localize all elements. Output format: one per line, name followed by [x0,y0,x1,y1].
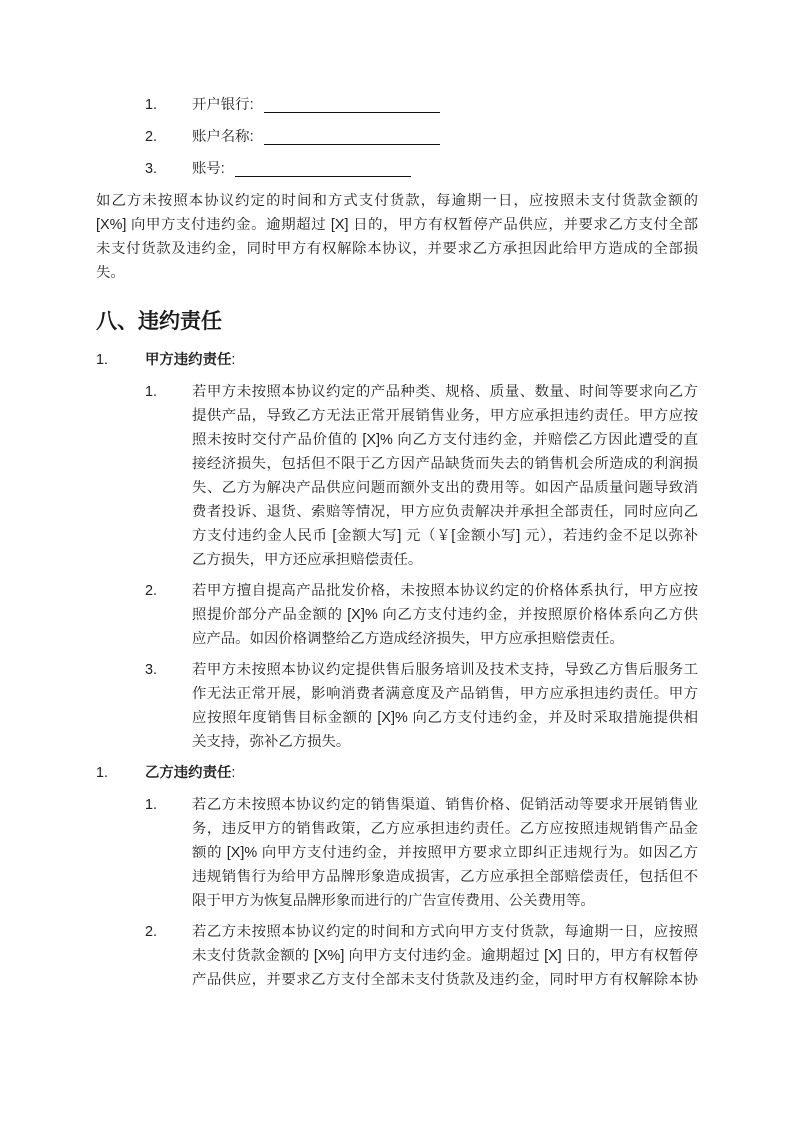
blank-fill-line [235,161,411,177]
text-line: 失、乙方为解决产品供应问题而额外支出的费用等。如因产品质量问题导致消 [192,480,698,496]
clause-number: 1. [96,765,109,781]
text-line: [X%] 向甲方支付违约金。逾期超过 [X] 日的，甲方有权暂停产品供应，并要求乙方支付全部 [96,217,698,233]
item-number: 2. [145,924,158,940]
item-number: 2. [145,583,158,599]
text-line: 费者投诉、退货、索赔等情况，甲方应负责解决并承担全部责任，同时应向乙 [192,504,698,520]
text-line: 方支付违约金人民币 [金额大写] 元（￥[金额小写] 元），若违约金不足以弥补 [192,528,698,544]
text-line: 额的 [X]% 向甲方支付违约金，并按照甲方要求立即纠正违规行为。如因乙方 [192,845,698,861]
payment-account-item [145,157,698,181]
clause-party-b-liability [96,761,698,992]
text-line: 失。 [96,265,125,281]
clause-header [96,761,698,785]
text-line: 违规销售行为给甲方品牌形象造成损害，乙方应承担全部赔偿责任，包括但不 [192,869,698,885]
clause-item [145,793,698,913]
clause-item [145,920,698,992]
section-heading: 八、违约责任 [96,310,222,333]
text-line: 务，违反甲方的销售政策，乙方应承担违约责任。乙方应按照违规销售产品金 [192,821,698,837]
text-line: 应产品。如因价格调整给乙方造成经济损失，甲方应承担赔偿责任。 [192,631,624,647]
text-line: 作无法正常开展，影响消费者满意度及产品销售，甲方应承担违约责任。甲方 [192,686,698,702]
list-number: 3. [145,161,158,177]
text-line: 照提价部分产品金额的 [X]% 向乙方支付违约金，并按照原价格体系向乙方供 [192,607,698,623]
item-number: 3. [145,662,158,678]
payment-account-item [145,125,698,149]
list-number: 2. [145,129,158,145]
overdue-payment-paragraph [96,189,698,285]
item-text [192,658,698,754]
clause-title: 甲方违约责任 [145,352,232,368]
item-text [192,579,698,651]
field-label-account-number: 账号: [192,161,225,177]
clause-item [145,380,698,572]
text-line: 乙方损失，甲方还应承担赔偿责任。 [192,552,423,568]
blank-fill-line [264,97,440,113]
item-text [192,793,698,913]
clause-party-a-liability [96,348,698,754]
clause-title-colon: : [231,765,236,781]
item-text [192,920,698,992]
clause-title: 乙方违约责任 [145,765,232,781]
payment-account-item [145,93,698,117]
clause-header [96,348,698,372]
text-line: 如乙方未按照本协议约定的时间和方式支付货款，每逾期一日，应按照未支付货款金额的 [96,193,698,209]
item-number: 1. [145,384,158,400]
text-line: 接经济损失，包括但不限于乙方因产品缺货而失去的销售机会所造成的利润损 [192,456,698,472]
document-body [96,93,698,992]
text-line: 未支付货款及违约金，同时甲方有权解除本协议，并要求乙方承担因此给甲方造成的全部损 [96,241,698,257]
text-line: 若甲方未按照本协议约定的产品种类、规格、质量、数量、时间等要求向乙方 [192,384,698,400]
field-label-account-name: 账户名称: [192,129,254,145]
text-line: 提供产品，导致乙方无法正常开展销售业务，甲方应承担违约责任。甲方应按 [192,408,698,424]
clause-item [145,658,698,754]
text-line: 若甲方未按照本协议约定提供售后服务培训及技术支持，导致乙方售后服务工 [192,662,698,678]
text-line: 照未按时交付产品价值的 [X]% 向乙方支付违约金，并赔偿乙方因此遭受的直 [192,432,698,448]
payment-account-list [96,93,698,181]
clause-title-colon: : [231,352,236,368]
field-label-bank-name: 开户银行: [192,97,254,113]
text-line: 限于甲方为恢复品牌形象而进行的广告宣传费用、公关费用等。 [192,893,595,909]
text-line: 应按照年度销售目标金额的 [X]% 向乙方支付违约金，并及时采取措施提供相 [192,710,698,726]
text-line: 未支付货款金额的 [X%] 向甲方支付违约金。逾期超过 [X] 日的，甲方有权暂停 [192,948,698,964]
item-number: 1. [145,797,158,813]
text-line: 若乙方未按照本协议约定的销售渠道、销售价格、促销活动等要求开展销售业 [192,797,698,813]
clause-item [145,579,698,651]
text-line: 关支持，弥补乙方损失。 [192,734,351,750]
item-text [192,380,698,572]
text-line: 若甲方擅自提高产品批发价格，未按照本协议约定的价格体系执行，甲方应按 [192,583,698,599]
clause-number: 1. [96,352,109,368]
text-line: 若乙方未按照本协议约定的时间和方式向甲方支付货款，每逾期一日，应按照 [192,924,698,940]
list-number: 1. [145,97,158,113]
text-line: 产品供应，并要求乙方支付全部未支付货款及违约金，同时甲方有权解除本协 [192,972,698,988]
blank-fill-line [264,129,440,145]
